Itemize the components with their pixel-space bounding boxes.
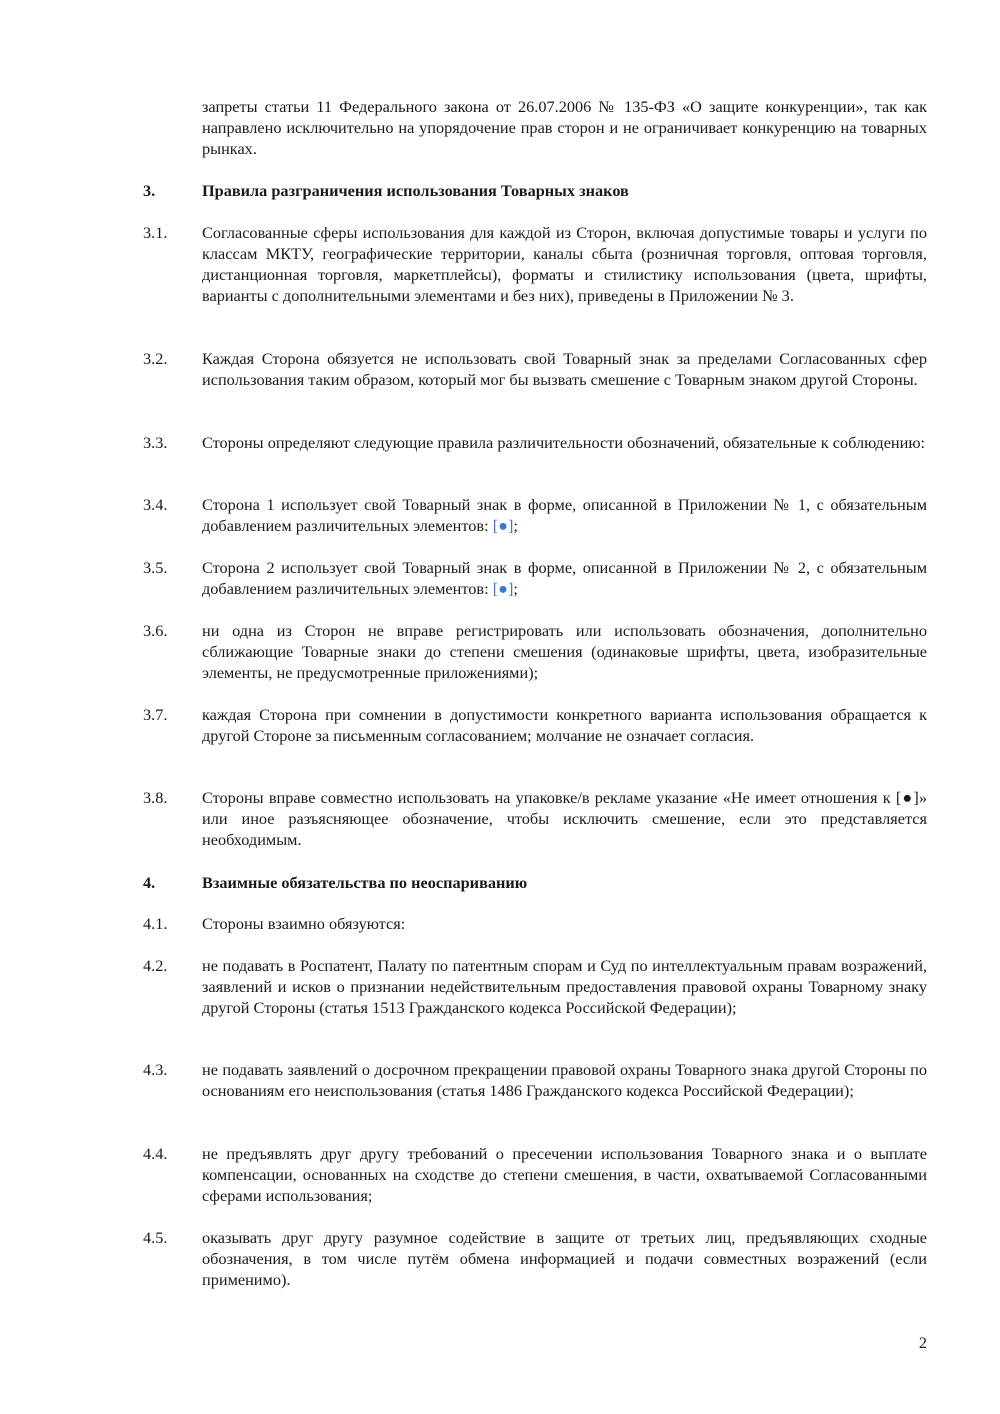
section-3-heading bbox=[143, 180, 927, 201]
clause-number: 3.5. bbox=[143, 558, 168, 577]
clause-text: Стороны вправе совместно использовать на упаковке/в рекламе указание «Не имеет отношения к [●]» или иное разъясняющее обозначение, чтобы исключить смешение, если это представляется необходимым. bbox=[202, 788, 927, 849]
clause-4-5 bbox=[143, 1227, 927, 1290]
section-4-heading bbox=[143, 872, 927, 893]
clause-4-1 bbox=[143, 913, 927, 934]
clause-number: 4.4. bbox=[143, 1144, 168, 1163]
clause-3-5 bbox=[143, 557, 927, 599]
clause-text: каждая Сторона при сомнении в допустимости конкретного варианта использования обращается к другой Стороне за письменным согласованием; молчание не означает согласия. bbox=[202, 705, 927, 745]
clause-text: Стороны взаимно обязуются: bbox=[202, 914, 406, 933]
clause-3-4 bbox=[143, 494, 927, 536]
clause-number: 3.6. bbox=[143, 621, 168, 640]
clause-3-2 bbox=[143, 348, 927, 390]
clause-tail: ; bbox=[513, 516, 518, 535]
clause-3-1 bbox=[143, 222, 927, 306]
clause-body: Сторона 2 использует свой Товарный знак в форме, описанной в Приложении № 2, с обязательным добавлением различительных элементов: bbox=[202, 558, 927, 598]
placeholder-marker[interactable]: [●] bbox=[492, 516, 514, 535]
clause-text: не подавать в Роспатент, Палату по патентным спорам и Суд по интеллектуальным правам возражений, заявлений и исков о признании недействительным предоставления правовой охраны Товарному знаку другой Стороны (статья 1513 Гражданского кодекса Российской Федерации); bbox=[202, 956, 927, 1017]
clause-tail: ; bbox=[513, 579, 518, 598]
clause-text: Согласованные сферы использования для каждой из Сторон, включая допустимые товары и услуги по классам МКТУ, географические территории, каналы сбыта (розничная торговля, оптовая торговля, дистанционная торговля, маркетплейсы), форматы и стилистику использования (цвета, шрифты, варианты с дополнительными элементами и без них), приведены в Приложении № 3. bbox=[202, 223, 927, 305]
clause-number: 4.3. bbox=[143, 1060, 168, 1079]
clause-number: 4.5. bbox=[143, 1228, 168, 1247]
clause-number: 3.7. bbox=[143, 705, 168, 724]
clause-number: 3.3. bbox=[143, 433, 168, 452]
intro-paragraph: запреты статьи 11 Федерального закона от 26.07.2006 № 135-ФЗ «О защите конкуренции», так как направлено исключительно на упорядочение прав сторон и не ограничивает конкуренцию на товарных рынках. bbox=[202, 97, 927, 158]
clause-4-3 bbox=[143, 1059, 927, 1101]
clause-body: Сторона 1 использует свой Товарный знак в форме, описанной в Приложении № 1, с обязательным добавлением различительных элементов: bbox=[202, 495, 927, 535]
clause-3-3 bbox=[143, 432, 927, 453]
clause-text: не предъявлять друг другу требований о пресечении использования Товарного знака и о выплате компенсации, основанных на сходстве до степени смешения, в части, охватываемой Согласованными сферами использования; bbox=[202, 1144, 927, 1205]
section-title: Правила разграничения использования Товарных знаков bbox=[202, 181, 629, 200]
clause-number: 4.1. bbox=[143, 914, 168, 933]
clause-3-7 bbox=[143, 704, 927, 746]
section-number: 4. bbox=[143, 873, 156, 892]
clause-4-2 bbox=[143, 955, 927, 1018]
clause-number: 3.4. bbox=[143, 495, 168, 514]
clause-text: Каждая Сторона обязуется не использовать свой Товарный знак за пределами Согласованных сфер использования таким образом, который мог бы вызвать смешение с Товарным знаком другой Стороны. bbox=[202, 349, 927, 389]
clause-text: ни одна из Сторон не вправе регистрировать или использовать обозначения, дополнительно сближающие Товарные знаки до степени смешения (одинаковые шрифты, цвета, изобразительные элементы, не предусмотренные приложениями); bbox=[202, 621, 927, 682]
placeholder-marker[interactable]: [●] bbox=[492, 579, 514, 598]
clause-text: оказывать друг другу разумное содействие в защите от третьих лиц, предъявляющих сходные обозначения, в том числе путём обмена информацией и подачи совместных возражений (если применимо). bbox=[202, 1228, 927, 1289]
clause-number: 3.1. bbox=[143, 223, 168, 242]
clause-text bbox=[202, 494, 927, 536]
clause-text: Стороны определяют следующие правила различительности обозначений, обязательные к соблюдению: bbox=[202, 433, 926, 452]
clause-number: 3.8. bbox=[143, 788, 168, 807]
section-title: Взаимные обязательства по неоспариванию bbox=[202, 873, 528, 892]
section-number: 3. bbox=[143, 181, 156, 200]
clause-text bbox=[202, 557, 927, 599]
page-number: 2 bbox=[918, 1333, 927, 1352]
clause-number: 4.2. bbox=[143, 956, 168, 975]
clause-3-6 bbox=[143, 620, 927, 683]
clause-number: 3.2. bbox=[143, 349, 168, 368]
clause-text: не подавать заявлений о досрочном прекращении правовой охраны Товарного знака другой Стороны по основаниям его неиспользования (статья 1486 Гражданского кодекса Российской Федерации); bbox=[202, 1060, 927, 1100]
clause-4-4 bbox=[143, 1143, 927, 1206]
clause-3-8 bbox=[143, 787, 927, 850]
